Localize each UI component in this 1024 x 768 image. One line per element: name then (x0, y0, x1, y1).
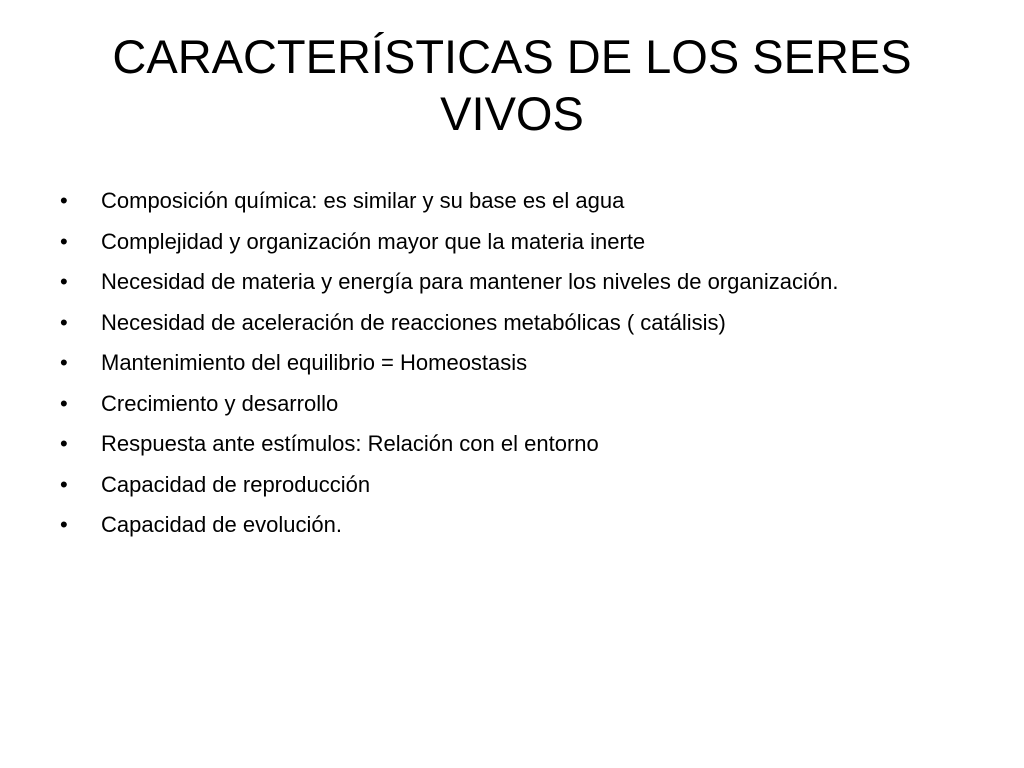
list-item (56, 427, 856, 461)
bullet-icon: • (60, 390, 68, 416)
list-item-text: Respuesta ante estímulos: Relación con el entorno (101, 431, 599, 456)
list-item (56, 225, 856, 259)
list-item-text: Crecimiento y desarrollo (101, 390, 339, 416)
bullet-icon: • (60, 309, 68, 335)
bullet-icon: • (60, 471, 68, 497)
list-item (56, 468, 856, 502)
list-item (56, 306, 856, 340)
list-item-text: Capacidad de evolución. (101, 512, 342, 537)
bullet-icon: • (60, 512, 68, 537)
bullet-icon: • (60, 188, 68, 213)
list-item (56, 346, 856, 380)
list-item (56, 387, 856, 421)
slide-title: CARACTERÍSTICAS DE LOS SERES VIVOS (112, 30, 912, 140)
list-item-text: Complejidad y organización mayor que la materia inerte (101, 228, 646, 254)
list-item (56, 265, 856, 299)
list-item-text: Capacidad de reproducción (101, 471, 371, 497)
bullet-icon: • (60, 269, 68, 294)
list-item (56, 508, 856, 542)
bullet-icon: • (60, 228, 68, 254)
bullet-icon: • (60, 350, 68, 375)
list-item-text: Mantenimiento del equilibrio = Homeostasis (101, 350, 528, 375)
list-item-text: Necesidad de materia y energía para mantener los niveles de organización. (101, 269, 839, 294)
list-item-text: Necesidad de aceleración de reacciones metabólicas ( catálisis) (101, 309, 726, 335)
list-item (56, 184, 856, 218)
bullet-icon: • (60, 431, 68, 456)
list-item-text: Composición química: es similar y su base es el agua (101, 188, 625, 213)
bullet-list (56, 184, 856, 549)
